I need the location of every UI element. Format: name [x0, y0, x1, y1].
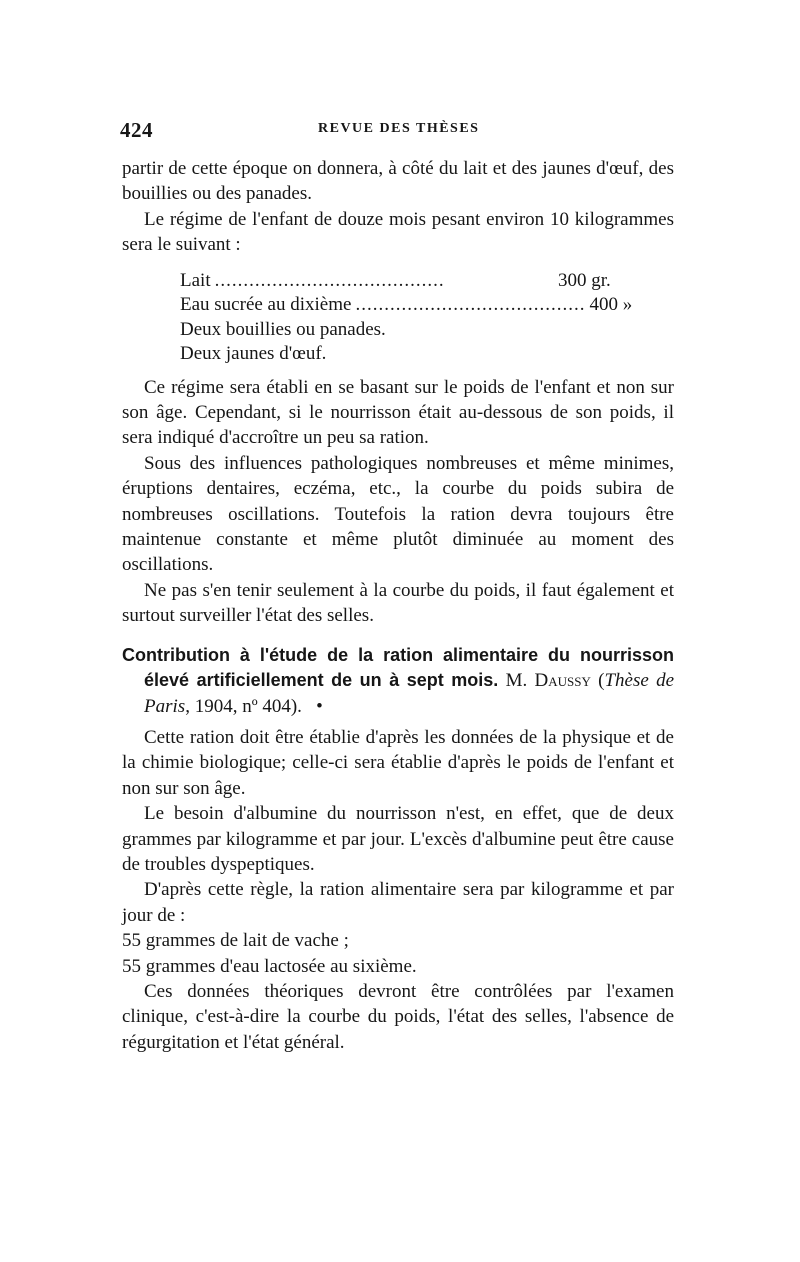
body-text: [122, 156, 674, 1055]
list-item: [180, 292, 633, 317]
paragraph-albumine: Le besoin d'albumine du nourrisson n'est, en effet, que de deux grammes par kilogramme et par jour. L'excès d'albumine peut être cause de troubles dyspeptiques.: [122, 803, 674, 875]
paragraph-oscillations: Sous des influences pathologiques nombreuses et même minimes, éruptions dentaires, eczéma, etc., la courbe du poids subira de nombreuses oscillations. Toutefois la ration devra toujours être maintenue constante et même plutôt diminuée au moment des oscillations.: [122, 452, 674, 576]
thesis-author: Daussy: [534, 670, 591, 692]
list-item-label: Deux bouillies ou panades.: [180, 318, 386, 340]
paragraph-controle: Ces données théoriques devront être contrôlées par l'examen clinique, c'est-à-dire la courbe du poids, l'état des selles, l'absence de régurgitation et l'état général.: [122, 980, 674, 1053]
list-item-quantity: 300 gr.: [558, 269, 611, 291]
ration-item-milk: 55 grammes de lait de vache ;: [122, 930, 349, 952]
list-item: [180, 317, 620, 342]
list-item: [180, 341, 620, 366]
paragraph-regime-intro: Le régime de l'enfant de douze mois pesant environ 10 kilogrammes sera le suivant :: [122, 208, 674, 256]
list-item-label: Lait: [180, 269, 211, 291]
thesis-title: Contribution à l'étude de la ration alimentaire du nourrisson élevé artificiellement de un à sept mois.: [122, 644, 674, 691]
author-prefix: M.: [505, 670, 528, 692]
dot-leader: ........................................: [214, 269, 445, 291]
list-item-label: Eau sucrée au dixième: [180, 294, 352, 316]
thesis-entry-line: [122, 643, 674, 719]
page-number: 424: [120, 118, 153, 142]
list-item-quantity: 400 »: [589, 294, 633, 316]
list-item: [180, 268, 620, 293]
source-detail: , 1904, nº 404).: [185, 695, 302, 717]
stray-mark: •: [316, 695, 323, 717]
ration-item-water: 55 grammes d'eau lactosée au sixième.: [122, 955, 417, 977]
running-head: REVUE DES THÈSES: [318, 121, 480, 136]
source-title: Thèse de Paris: [144, 670, 675, 717]
list-item-label: Deux jaunes d'œuf.: [180, 343, 327, 365]
paragraph-ration-basis: Cette ration doit être établie d'après les données de la physique et de la chimie biologique; celle-ci sera établie d'après le poids de l'enfant et non sur son âge.: [122, 726, 674, 799]
paragraph-regime-basis: Ce régime sera établi en se basant sur le poids de l'enfant et non sur son âge. Cependant, si le nourrisson était au-dessous de son poids, il sera indiqué d'accroître un peu sa ration.: [122, 376, 674, 449]
regime-list: [180, 268, 633, 366]
paragraph-continuation: partir de cette époque on donnera, à côté du lait et des jaunes d'œuf, des bouillies ou des panades.: [122, 158, 674, 205]
dot-leader: ........................................: [355, 294, 586, 316]
source-open-paren: (: [598, 670, 605, 692]
paragraph-selles: Ne pas s'en tenir seulement à la courbe du poids, il faut également et surtout surveiller l'état des selles.: [122, 579, 674, 627]
paragraph-regle: D'après cette règle, la ration alimentaire sera par kilogramme et par jour de :: [122, 879, 674, 926]
thesis-entry: [122, 643, 674, 719]
page-header: [0, 118, 800, 142]
